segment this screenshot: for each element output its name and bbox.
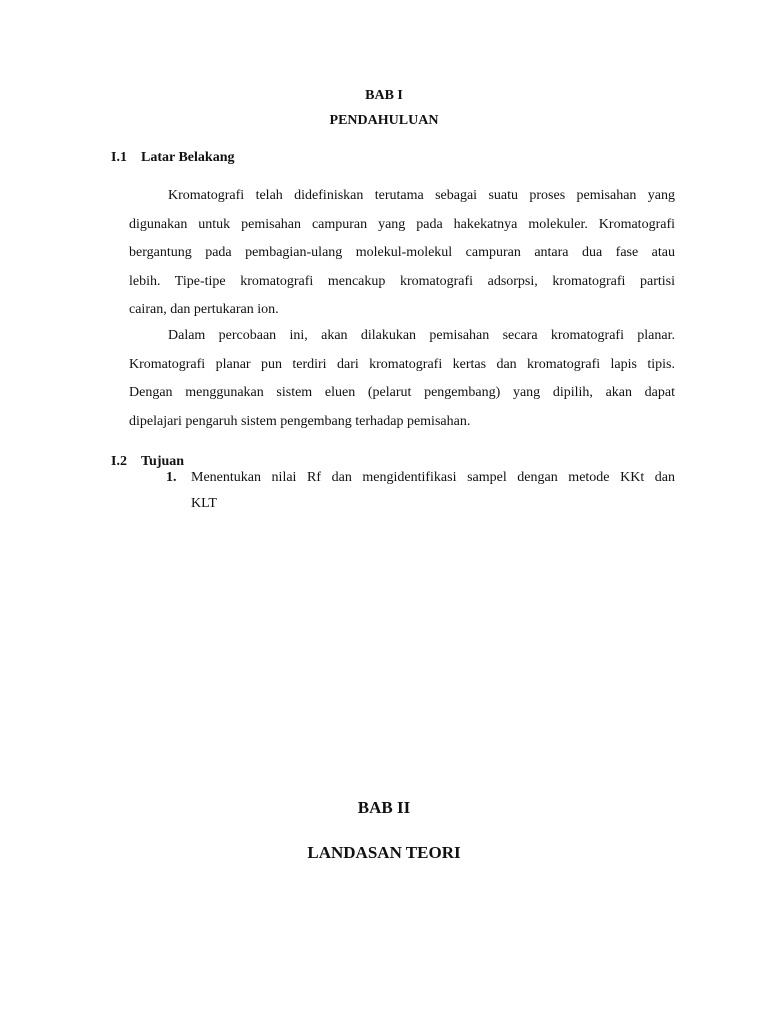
text-line: Kromatografi telah didefiniskan terutama sebagai suatu proses pemisahan yang bbox=[168, 188, 675, 203]
chapter-title: LANDASAN TEORI bbox=[307, 843, 461, 862]
section-number: I.1 bbox=[111, 150, 127, 165]
text-line: digunakan untuk pemisahan campuran yang pada hakekatnya molekuler. Kromatografi bbox=[129, 216, 675, 232]
paragraph-background-1 bbox=[129, 182, 675, 325]
text-line: dipelajari pengaruh sistem pengembang terhadap pemisahan. bbox=[129, 413, 471, 429]
text-line: Kromatografi planar pun terdiri dari kromatografi kertas dan kromatografi lapis tipis. bbox=[129, 356, 675, 372]
list-item-line: KLT bbox=[191, 496, 217, 511]
text-line: Dengan menggunakan sistem eluen (pelarut pengembang) yang dipilih, akan dapat bbox=[129, 385, 675, 401]
text-line: cairan, dan pertukaran ion. bbox=[129, 302, 279, 318]
section-number: I.2 bbox=[111, 454, 127, 469]
chapter-label: BAB II bbox=[357, 798, 411, 817]
list-item-number: 1. bbox=[166, 470, 177, 485]
text-line: lebih. Tipe-tipe kromatografi mencakup kromatografi adsorpsi, kromatografi partisi bbox=[129, 273, 675, 289]
paragraph-background-2 bbox=[129, 322, 675, 436]
chapter-label: BAB I bbox=[365, 88, 403, 103]
list-item-line: Menentukan nilai Rf dan mengidentifikasi sampel dengan metode KKt dan bbox=[191, 470, 675, 485]
section-title: Tujuan bbox=[141, 454, 185, 469]
section-title: Latar Belakang bbox=[141, 150, 235, 165]
text-line: Dalam percobaan ini, akan dilakukan pemisahan secara kromatografi planar. bbox=[168, 328, 675, 343]
chapter-title: PENDAHULUAN bbox=[329, 113, 439, 128]
list-item bbox=[191, 465, 675, 517]
text-line: bergantung pada pembagian-ulang molekul-molekul campuran antara dua fase atau bbox=[129, 245, 675, 261]
